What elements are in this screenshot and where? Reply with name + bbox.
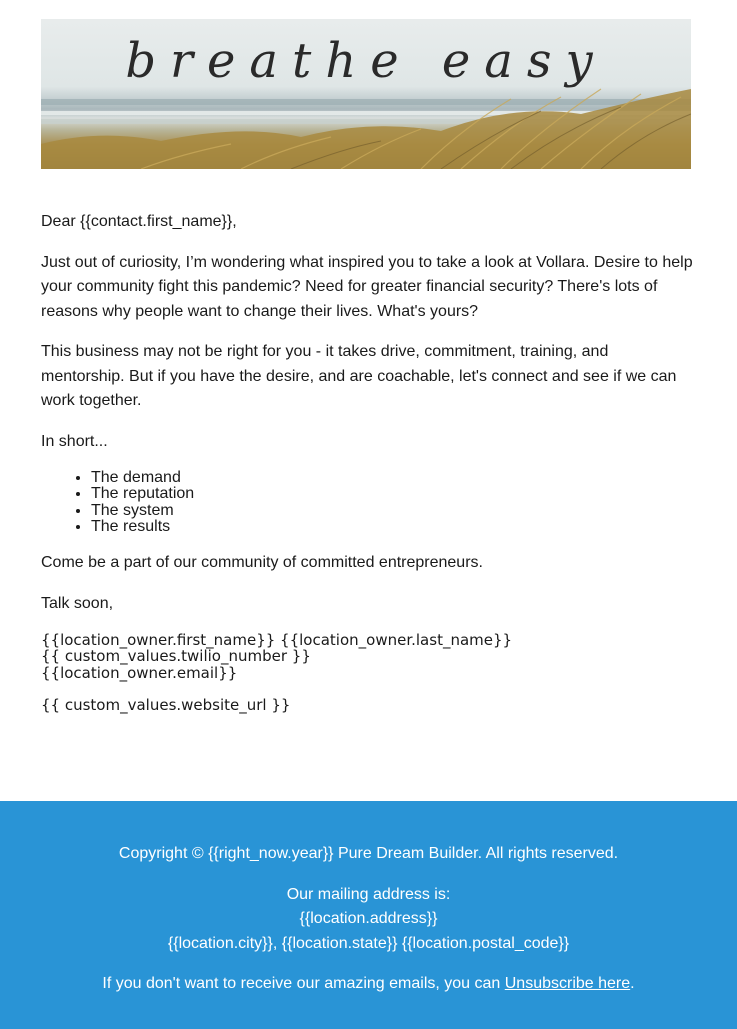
banner-title: breathe easy: [125, 33, 607, 89]
mailing-label: Our mailing address is:: [286, 885, 451, 903]
list-item: • The results: [91, 519, 696, 535]
bullet-list: [41, 470, 696, 535]
mailing-city-line: {{location.city}}, {{location.state}} {{location.postal_code}}: [167, 934, 570, 952]
unsubscribe-prefix: If you don't want to receive our amazing emails, you can: [102, 975, 505, 992]
signature-name: {{location_owner.first_name}} {{location_owner.last_name}}: [41, 631, 513, 650]
unsubscribe-line: [0, 972, 737, 997]
body-paragraph: Just out of curiosity, I’m wondering what inspired you to take a look at Vollara. Desire to help your community fight this pandemic? Need for greater financial security? There's lots of reasons why people want to change their lives. What's yours?: [41, 253, 693, 320]
list-item: • The demand: [91, 470, 696, 486]
closing-line: Come be a part of our community of committed entrepreneurs.: [41, 554, 483, 572]
footer: [0, 801, 737, 1029]
list-item: • The reputation: [91, 486, 696, 502]
signature-block: [41, 632, 696, 681]
copyright-text: Copyright © {{right_now.year}} Pure Dream Builder. All rights reserved.: [118, 845, 619, 862]
mailing-address: {{location.address}}: [299, 910, 438, 927]
header-banner-image: [41, 19, 691, 169]
body-paragraph: In short...: [41, 432, 108, 450]
email-body: [41, 210, 696, 729]
signoff: Talk soon,: [41, 594, 114, 612]
signature-phone: {{ custom_values.twilio_number }}: [41, 647, 311, 666]
greeting: Dear {{contact.first_name}},: [41, 213, 237, 230]
list-item: • The system: [91, 503, 696, 519]
signature-email: {{location_owner.email}}: [41, 663, 238, 682]
unsubscribe-suffix: .: [630, 975, 635, 992]
body-paragraph: This business may not be right for you - it takes drive, commitment, training, and mentorship. But if you have the desire, and are coachable, let's connect and see if we can work together.: [41, 343, 677, 409]
signature-website: {{ custom_values.website_url }}: [41, 696, 291, 715]
unsubscribe-link[interactable]: Unsubscribe here: [504, 975, 631, 992]
